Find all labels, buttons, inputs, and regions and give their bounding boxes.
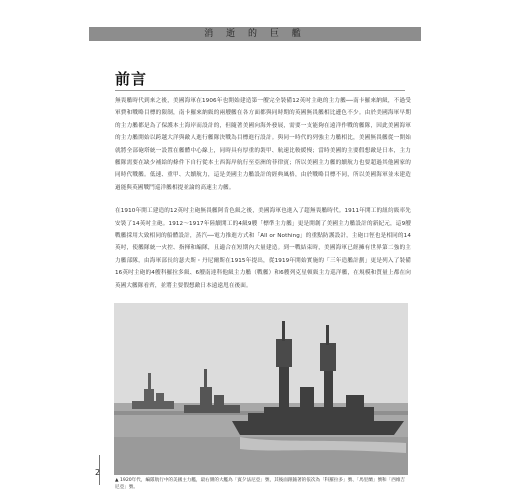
heading-divider bbox=[115, 90, 405, 91]
page-number: 2 bbox=[95, 468, 101, 477]
running-header bbox=[89, 27, 421, 41]
section-title: 前言 bbox=[115, 70, 148, 88]
battleship-illustration bbox=[114, 303, 408, 475]
paragraph-1: 無畏艦時代到來之後，美國海軍在1906年也開始建造第一艘完全裝備12英吋主砲的主力艦──南卡羅來納級，不過受軍費和戰略目標的限制，南卡羅來納級的兩艘艦在各方面都與同時期的英國無畏艦相比遜色不少。由於美國海軍早期的主力艦都是為了保護本土海岸而設計的，但隨著美國向海外發展，需要一支能夠在遠洋作戰的艦隊，因此美國海軍的主力艦開始以跨越大洋與敵人進行艦隊決戰為目標進行設計。與同一時代的列強主力艦相比，美國無畏艦從一開始就將全部砲塔統一設置在艦體中心線上，同時具有厚重的裝甲、航速比較緩慢；當時美國的主要假想敵是日本，主力艦隊需要在缺少補給的條件下自行從本土西海岸航行至亞洲的菲律賓；所以美國主力艦的續航力也要超過其他國家的同時代戰艦。低速、重甲、大續航力，這是美國主力艦設計的經典風格，由於戰略目標不同，所以美國海軍並未建造過能與英國戰鬥巡洋艦相提並論的高速主力艦。 bbox=[115, 98, 411, 191]
photo-caption: ▲ 1920年代，編隊航行中的美國主力艦，最右側的大艦為「賓夕法尼亞」號，其後面跟隨著的依次為「科羅拉多」號、「馬里蘭」號和「西維吉尼亞」號。 bbox=[115, 478, 406, 490]
running-header-title: 消 逝 的 巨 艦 bbox=[204, 29, 306, 39]
body-text bbox=[115, 95, 411, 292]
paragraph-2: 在1910年開工建造的12英吋主砲無畏艦阿肯色級之後，美國海軍也進入了超無畏艦時代。1911年開工的紐約級率先安裝了14英吋主砲。1912～1917年陸續開工的4級9艘「標準主力艦」更是開創了美國主力艦設計的新紀元，這9艘戰艦採用大致相同的船體設計，蒸汽──電力推進方式和「All or Nothing」的重點防護設計，主砲口徑也是相同的14英吋，使艦隊統一火控、指揮和編隊，且適合在短期內大量建造。到一戰結束時，美國海軍已經擁有世界第二強的主力艦部隊，由海軍部長約瑟夫斯・丹尼爾斯在1915年提出，從1919年開始實施的「三年造艦計劃」更是列入了裝備16英吋主砲的4艘科羅拉多級、6艘南達科他級主力艦（戰艦）和6艘列克星頓級主力巡洋艦，在規模和質量上都在向英國大艦隊看齊，並將主要假想敵日本遠遠甩在後面。 bbox=[115, 208, 411, 289]
battleship-photo bbox=[114, 303, 408, 475]
